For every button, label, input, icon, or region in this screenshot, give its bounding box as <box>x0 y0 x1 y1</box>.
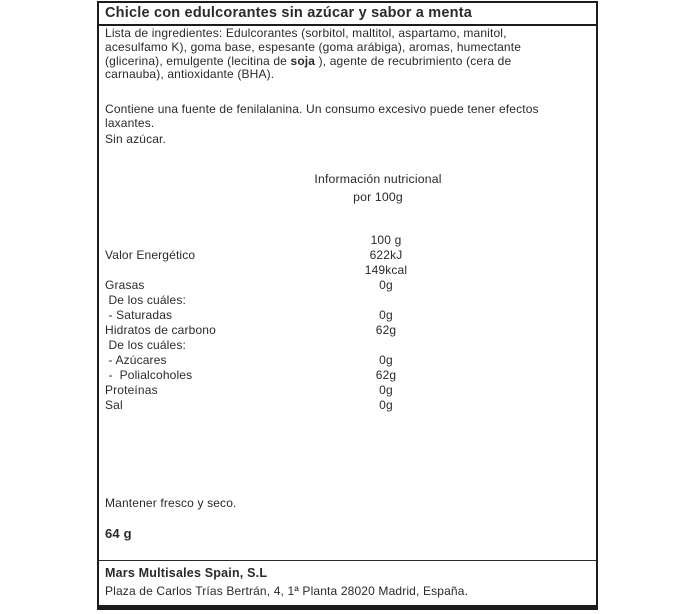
warning-line-1: Contiene una fuente de fenilalanina. Un consumo excesivo puede tener efectos <box>105 102 539 116</box>
ingredients-list <box>105 27 590 82</box>
nutrition-row-fat: Grasas 0g <box>105 278 393 292</box>
net-weight: 64 g <box>105 526 132 541</box>
product-title: Chicle con edulcorantes sin azúcar y sabor a menta <box>99 3 596 26</box>
ingredients-line-1: Lista de ingredientes: Edulcorantes (sorbitol, maltitol, aspartamo, manitol, <box>105 26 507 40</box>
nutrition-table <box>99 233 596 413</box>
warning-text <box>105 103 590 131</box>
nutrition-row-polyols: - Polialcoholes 62g <box>105 368 397 382</box>
ingredients-line-3-post: ), agente de recubrimiento (cera de <box>315 53 512 68</box>
manufacturer-address: Plaza de Carlos Trías Bertrán, 4, 1ª Planta 28020 Madrid, España. <box>105 584 469 598</box>
footer-divider <box>99 560 596 561</box>
nutrition-header-title: Información nutricional <box>314 172 442 186</box>
storage-line: Mantener fresco y seco. <box>105 496 237 510</box>
nutrition-row-saturates: - Saturadas 0g <box>105 308 393 322</box>
nutrition-row-energy-kj: Valor Energético 622kJ <box>105 248 403 262</box>
ingredients-line-4: carnauba), antioxidante (BHA). <box>105 67 275 82</box>
ingredients-line-3 <box>105 55 590 69</box>
nutrition-row-serving: 100 g <box>370 233 402 247</box>
nutrition-row-carbs: Hidratos de carbono 62g <box>105 323 397 337</box>
manufacturer-name: Mars Multisales Spain, S.L <box>105 566 268 580</box>
sugar-free-line: Sin azúcar. <box>105 132 167 146</box>
nutrition-header <box>278 171 478 206</box>
nutrition-row-salt: Sal 0g <box>105 398 393 412</box>
nutrition-row-energy-kcal: 149kcal <box>364 263 408 277</box>
product-label-box <box>97 1 598 610</box>
nutrition-row-sugars: - Azúcares 0g <box>105 353 393 367</box>
sugar-free-claim <box>105 133 590 147</box>
nutrition-row-protein: Proteínas 0g <box>105 383 393 397</box>
allergen-soja: soja <box>290 53 316 68</box>
ingredients-line-3-pre: (glicerina), emulgente (lecitina de <box>105 53 291 68</box>
nutrition-row-carbs-ofwhich: De los cuáles: <box>105 338 186 352</box>
ingredients-line-2: acesulfamo K), goma base, espesante (goma arábiga), aromas, humectante <box>105 39 522 54</box>
storage-instructions <box>105 497 590 511</box>
nutrition-header-basis: por 100g <box>353 189 403 204</box>
warning-line-2: laxantes. <box>105 115 155 130</box>
nutrition-row-fat-ofwhich: De los cuáles: <box>105 293 186 307</box>
